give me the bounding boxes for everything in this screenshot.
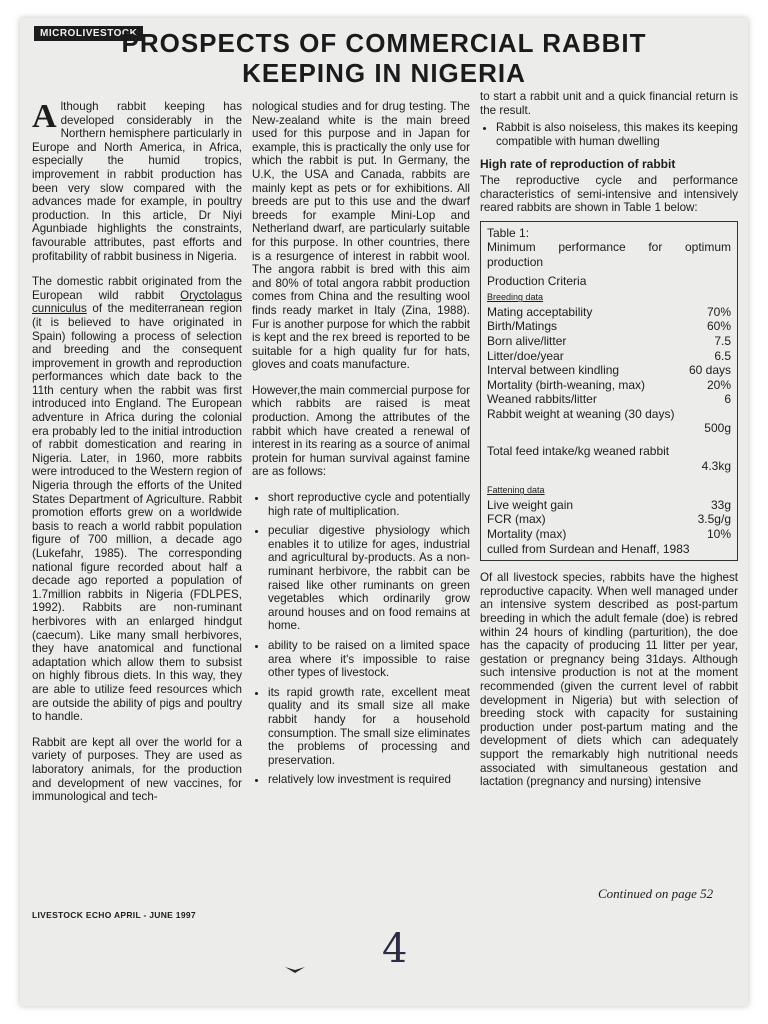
continued-note: Continued on page 52 bbox=[598, 886, 714, 901]
bird-ornament-icon bbox=[284, 964, 306, 976]
table-row bbox=[487, 512, 731, 527]
breeding-data-label: Breeding data bbox=[487, 292, 544, 303]
article-title bbox=[20, 28, 748, 88]
list-item: • peculiar digestive physiology which enables it to utilize for ages, industrial and agricultural by-products. As a non-ruminant herbivore, the rabbit can be raised like other ruminants on green vegetables which ordinarily grow around houses and on food remains at home. bbox=[268, 524, 470, 633]
uses-paragraph: nological studies and for drug testing. The New-zealand white is the main breed used for this purpose and in Japan for example, this is practically the only use for which the rabbit is put. In Germany, the U.K, the USA and Canada, rabbits are mainly kept as pets or for exhibitions. All breeds are put to this use and the dwarf breeds for example Mini-Lop and Netherland dwarf, are particularly suitable for this purpose. In other countries, there is a resurgence of interest in rabbit wool. The angora rabbit is bred with this aim and 80% of total angora rabbit production comes from China and the resulting wool finds ready market in Italy (Zina, 1988). Fur is another purpose for which the rabbit is kept and the rex breed is reported to be suitable for a high quality fur for hats, gloves and coats manufacture. bbox=[252, 100, 470, 372]
table-criteria-heading: Production Criteria bbox=[487, 273, 587, 288]
row-value: 33g bbox=[710, 497, 731, 512]
magazine-page bbox=[20, 18, 748, 1006]
row-value: 70% bbox=[706, 304, 731, 319]
fattening-rows bbox=[487, 498, 731, 542]
reproduction-paragraph: The reproductive cycle and performance characteristics of semi-intensive and intensively reared rabbits are shown in Table 1 below: bbox=[480, 173, 738, 215]
row-label: Interval between kindling bbox=[487, 363, 620, 378]
row-label: Mortality (max) bbox=[487, 527, 567, 542]
weaning-weight-value: 500g bbox=[704, 421, 731, 436]
origin-text-a: The domestic rabbit originated from the European wild rabbit bbox=[32, 275, 242, 302]
publication-footer: LIVESTOCK ECHO APRIL - JUNE 1997 bbox=[32, 910, 196, 920]
table-row bbox=[487, 392, 731, 407]
performance-table bbox=[480, 221, 738, 561]
attributes-list bbox=[252, 491, 470, 787]
column-3 bbox=[480, 90, 738, 801]
capacity-paragraph: Of all livestock species, rabbits have the highest reproductive capacity. When well managed under an intensive system described as post-partum breeding in which the adult female (doe) is rebred within 24 hours of kindling (parturition), the doe has the capacity of producing 11 litter per year, gestation or pregnancy being 31days. Although such intensive production is not at the moment recommended (given the current level of rabbit development in Nigeria) but with selection of breeding stock with capacity for sustaining production under post-partum mating and the development of diets which can adequately support the remarkably high nutritional needs associated with simultaneous gestation and lactation (pregnancy and nursing) intensive bbox=[480, 571, 738, 789]
table-row bbox=[487, 363, 731, 378]
row-value: 20% bbox=[706, 377, 731, 392]
table-title: Table 1: bbox=[487, 225, 530, 240]
table-row bbox=[487, 319, 731, 334]
species-name: Oryctolagus cunniculus bbox=[32, 288, 242, 316]
row-value: 10% bbox=[706, 527, 731, 542]
origin-paragraph bbox=[32, 275, 242, 724]
table-row bbox=[487, 305, 731, 320]
title-line-2: KEEPING IN NIGERIA bbox=[242, 58, 526, 88]
row-value: 6 bbox=[724, 392, 731, 407]
row-label: Birth/Matings bbox=[487, 319, 558, 334]
table-row bbox=[487, 498, 731, 513]
column-2 bbox=[252, 100, 470, 797]
row-value: 60% bbox=[706, 319, 731, 334]
fattening-data-label: Fattening data bbox=[487, 485, 545, 496]
list-item: • its rapid growth rate, excellent meat quality and its small size all make rabbit handy for a household consumption. The small size eliminates the problems of processing and preservation. bbox=[268, 686, 470, 768]
drop-cap: A bbox=[32, 98, 57, 135]
purposes-paragraph: Rabbit are kept all over the world for a variety of purposes. They are used as laboratory animals, for the production and development of new vaccines, for immunological and tech- bbox=[32, 735, 242, 804]
row-value: 3.5g/g bbox=[697, 512, 731, 527]
table-source: culled from Surdean and Henaff, 1983 bbox=[487, 541, 690, 556]
row-value: 60 days bbox=[688, 363, 731, 378]
intro-text: lthough rabbit keeping has developed considerably in the Northern hemisphere particularly in Europe and North America, in Africa, especially the humid tropics, improvement in rabbit production has been very slow compared with the advances made for example, in poultry production. In this article, Dr Niyi Agunbiade highlights the constraints, favourable attributes, past efforts and profitability of rabbit business in Nigeria. bbox=[32, 100, 242, 263]
origin-text-b: of the mediterranean region (it is believed to have originated in Spain) following a process of selection and breeding and the consequent improvement in growth and reproduction performances which date back to the 11th century when the rabbit was first introduced into England. The European adventure in Africa during the colonial era probably led to the initial introduction of rabbit domestication and rearing in Nigeria. Later, in 1960, more rabbits were introduced to the Western region of Nigeria through the efforts of the United States Department of Agriculture. Rabbit promotion efforts grew on a worldwide basis to reach a world rabbit population figure of 700 million, a decade ago (Lukefahr, 1985). The corresponding national figure recorded about half a decade ago reported a population of 1.7million rabbits in Nigeria (FDLPES, 1992). Rabbits are non-ruminant herbivores with an enlarged hindgut (caecum). Like many small herbivores, they have anatomical and functional adaptation which allow them to subsist on highly fibrous diets. In this way, they are able to utilize feed resources which are outside the ability of pigs and poultry to handle. bbox=[32, 302, 242, 724]
section-subheading: High rate of reproduction of rabbit bbox=[480, 157, 676, 172]
row-label: Litter/doe/year bbox=[487, 348, 564, 363]
row-label: Mortality (birth-weaning, max) bbox=[487, 377, 646, 392]
section-tag: MICROLIVESTOCK bbox=[34, 26, 143, 41]
list-item: • ability to be raised on a limited space area where it's impossible to raise other types of livestock. bbox=[268, 639, 470, 680]
extra-attributes-list bbox=[480, 121, 738, 148]
row-label: Live weight gain bbox=[487, 497, 574, 512]
row-value: 6.5 bbox=[714, 348, 731, 363]
return-paragraph: to start a rabbit unit and a quick financial return is the result. bbox=[480, 90, 738, 117]
list-item: • short reproductive cycle and potentially high rate of multiplication. bbox=[268, 491, 470, 518]
row-label: Born alive/litter bbox=[487, 333, 567, 348]
list-item: • Rabbit is also noiseless, this makes its keeping compatible with human dwelling bbox=[496, 121, 738, 148]
row-value: 7.5 bbox=[714, 333, 731, 348]
row-label: Mating acceptability bbox=[487, 304, 593, 319]
breeding-rows bbox=[487, 305, 731, 407]
column-1 bbox=[32, 100, 242, 816]
list-item: • relatively low investment is required bbox=[268, 773, 470, 787]
meat-paragraph: However,the main commercial purpose for which rabbits are raised is meat production. Among the attributes of the rabbit which have created a renewal of interest in its rearing as a source of animal protein for human survival against famine are as follows: bbox=[252, 383, 470, 479]
handwritten-page-number: 4 bbox=[382, 926, 408, 972]
intro-paragraph bbox=[32, 100, 242, 263]
table-subtitle: Minimum performance for optimum production bbox=[487, 240, 731, 269]
feed-intake-value: 4.3kg bbox=[701, 458, 731, 473]
table-row bbox=[487, 378, 731, 393]
table-row bbox=[487, 527, 731, 542]
feed-intake-label: Total feed intake/kg weaned rabbit bbox=[487, 444, 670, 459]
weaning-weight-label: Rabbit weight at weaning (30 days) bbox=[487, 406, 675, 421]
row-label: FCR (max) bbox=[487, 512, 546, 527]
title-line-1: PROSPECTS OF COMMERCIAL RABBIT bbox=[121, 28, 647, 58]
table-row bbox=[487, 334, 731, 349]
table-row bbox=[487, 349, 731, 364]
row-label: Weaned rabbits/litter bbox=[487, 392, 597, 407]
